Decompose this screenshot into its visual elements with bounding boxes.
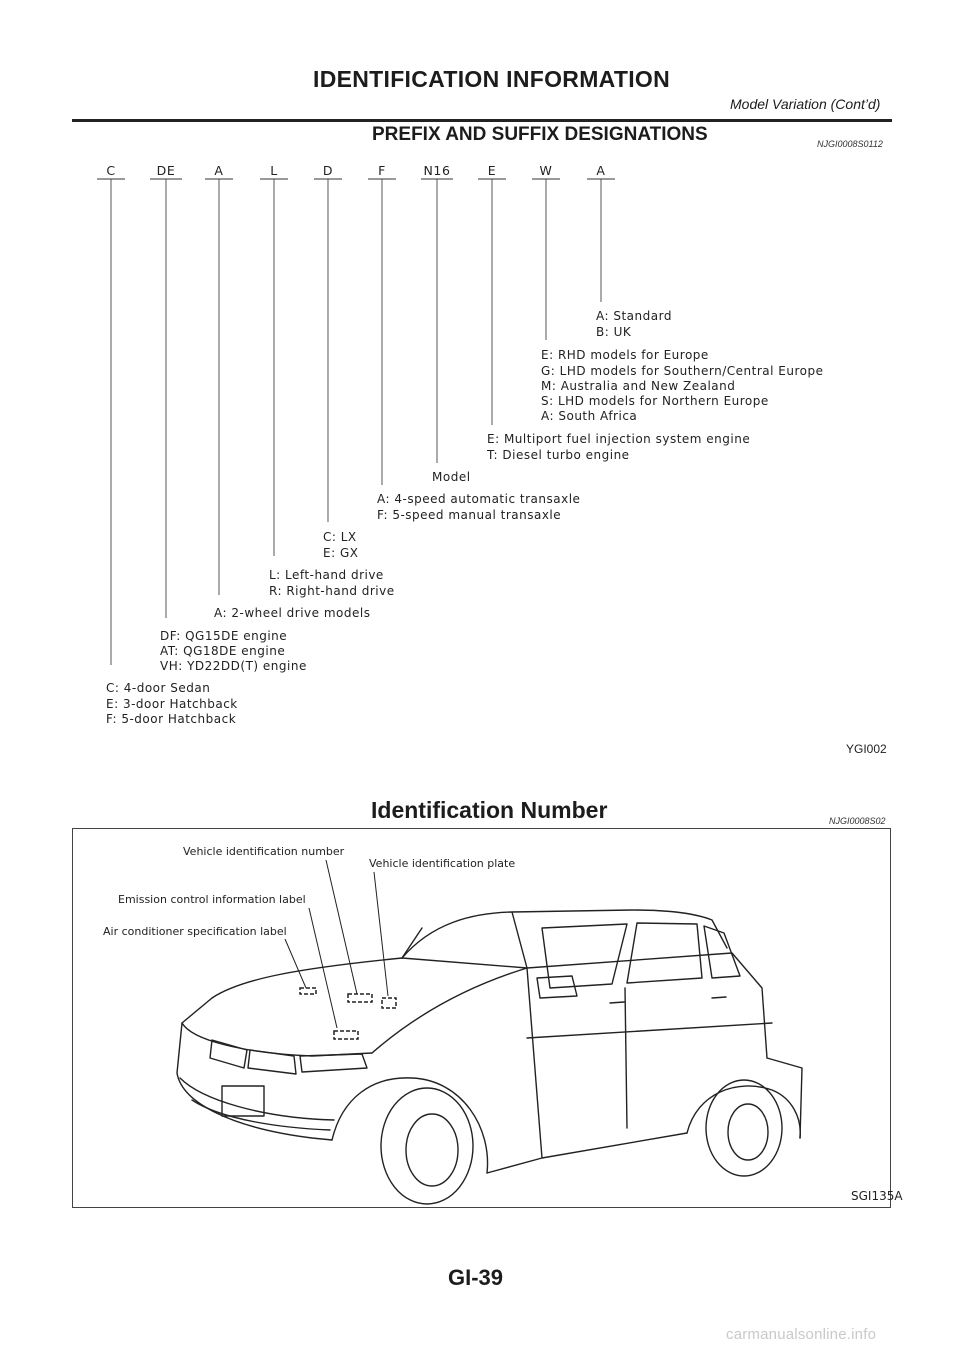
designation-line: C: 4-door Sedan [106,681,211,695]
reference-code-prefix: NJGI0008S0112 [817,139,883,149]
reference-code-id: NJGI0008S02 [829,816,886,826]
designation-line: E: 3-door Hatchback [106,697,238,711]
section-title-identification-number: Identification Number [371,797,608,823]
plate-location [382,998,396,1008]
page-header-title: IDENTIFICATION INFORMATION [313,66,671,92]
watermark-text: carmanualsonline.info [726,1326,877,1343]
code-letter: A [214,163,224,178]
code-letter: W [539,163,553,178]
designation-line: F: 5-door Hatchback [106,712,237,726]
code-letter: A [596,163,606,178]
designation-line: S: LHD models for Northern Europe [541,394,769,408]
designation-line: A: Standard [596,309,672,323]
code-letter: D [322,163,334,178]
designation-line: C: LX [323,530,357,544]
designation-line: DF: QG15DE engine [160,629,288,643]
designation-line: E: RHD models for Europe [541,348,709,362]
label-plate: Vehicle identification plate [369,857,516,870]
leader-aircon [285,939,306,988]
code-letter: E [487,163,497,178]
designation-line: A: South Africa [541,409,638,423]
vin-location [348,994,372,1002]
designation-line: A: 4-speed automatic transaxle [377,492,581,506]
designation-line: L: Left-hand drive [269,568,384,582]
code-letter: DE [156,163,176,178]
section-title-prefix-suffix: PREFIX AND SUFFIX DESIGNATIONS [372,124,708,145]
designation-line: B: UK [596,325,632,339]
designation-line: Model [432,470,471,484]
label-aircon: Air conditioner specification label [103,925,287,938]
vehicle-illustration [72,828,903,1208]
designation-line: E: Multiport fuel injection system engine [487,432,751,446]
code-letter: L [270,163,278,178]
designation-line: F: 5-speed manual transaxle [377,508,562,522]
designation-line: AT: QG18DE engine [160,644,286,658]
designation-line: G: LHD models for Southern/Central Europe [541,364,824,378]
designation-line: E: GX [323,546,359,560]
designation-line: R: Right-hand drive [269,584,395,598]
code-letter: C [106,163,116,178]
leader-vin [326,860,357,994]
aircon-label-location [300,988,316,994]
emission-label-location [334,1031,358,1039]
car-outline [177,910,802,1204]
designation-line: A: 2-wheel drive models [214,606,371,620]
label-emission: Emission control information label [118,893,306,906]
figure-code-yg: YGI002 [846,742,887,756]
page-header-subtitle: Model Variation (Cont’d) [730,96,881,112]
code-letter: F [378,163,386,178]
designation-line: M: Australia and New Zealand [541,379,736,393]
label-vin: Vehicle identification number [183,845,345,858]
leader-plate [374,872,388,996]
code-letter: N16 [423,163,451,178]
page-number: GI-39 [448,1265,504,1290]
figure-code-sgi: SGI135A [851,1189,903,1203]
designation-line: T: Diesel turbo engine [487,448,630,462]
designation-line: VH: YD22DD(T) engine [160,659,307,673]
